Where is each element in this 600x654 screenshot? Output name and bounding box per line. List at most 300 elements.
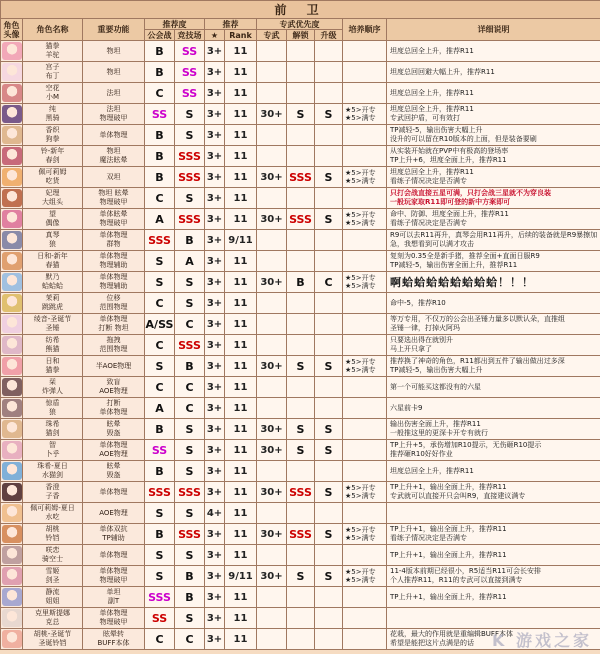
character-role: 眩晕转 BUFF本体 (83, 629, 145, 650)
ex-weapon-level (257, 188, 287, 209)
character-role: 物坦 魔法眩晕 (83, 146, 145, 167)
avatar-cell (1, 356, 23, 377)
character-role: 眩晕 毁盔 (83, 461, 145, 482)
rank-value: 11 (225, 293, 257, 314)
table-row (1, 146, 600, 167)
character-name: 栞 炸弹人 (23, 377, 83, 398)
upgrade-grade (315, 461, 343, 482)
table-row (1, 587, 600, 608)
avatar-cell (1, 314, 23, 335)
unlock-grade (287, 125, 315, 146)
arena-grade: SS (175, 83, 205, 104)
character-role: 单体物理 物理辅助 (83, 272, 145, 293)
avatar-cell (1, 461, 23, 482)
unlock-grade: S (287, 419, 315, 440)
character-name: 智 卜乎 (23, 440, 83, 461)
table-row (1, 398, 600, 419)
unlock-grade: SSS (287, 482, 315, 503)
avatar (2, 567, 22, 585)
detail-description: 从实装开始就在PVP中有极高的登场率 TP上升+6，坦度全面上升，推荐R11 (387, 146, 600, 167)
rank-value: 9/11 (225, 230, 257, 251)
avatar (2, 546, 22, 564)
star-level: 3+ (205, 62, 225, 83)
guild-grade: SSS (145, 587, 175, 608)
upgrade-grade: S (315, 524, 343, 545)
detail-description: TP上升+1，输出全面上升，推荐R11 看练子情况决定是否满专 (387, 524, 600, 545)
avatar (2, 189, 22, 207)
detail-description: TP上升+5，承伤增加R10提示，无伤砸R10提示 推荐砸R10好好作业 (387, 440, 600, 461)
ex-weapon-level (257, 83, 287, 104)
develop-order (343, 587, 387, 608)
character-role: 物坦 (83, 62, 145, 83)
star-level: 3+ (205, 608, 225, 629)
detail-description: TP减轻-5，输出伤害大幅上升 没升的可以留在R10版本的上面，但是装备要刷 (387, 125, 600, 146)
guild-grade: SSS (145, 230, 175, 251)
character-name: 佩可莉姆-夏日 水吃 (23, 503, 83, 524)
star-level: 3+ (205, 398, 225, 419)
unlock-grade: SSS (287, 167, 315, 188)
character-role: 单体双抗 TP辅助 (83, 524, 145, 545)
arena-grade: S (175, 188, 205, 209)
table-row (1, 461, 600, 482)
avatar (2, 525, 22, 543)
upgrade-grade: S (315, 104, 343, 125)
guild-grade: SS (145, 608, 175, 629)
avatar-cell (1, 251, 23, 272)
character-name: 纺希 熊猫 (23, 335, 83, 356)
table-row (1, 188, 600, 209)
star-level: 3+ (205, 167, 225, 188)
header-unlock: 解锁 (287, 30, 315, 41)
develop-order (343, 629, 387, 650)
character-role: 双坦 (83, 167, 145, 188)
unlock-grade: S (287, 356, 315, 377)
avatar-cell (1, 230, 23, 251)
rank-value: 11 (225, 419, 257, 440)
develop-order: ★5>开专 ★5>满专 (343, 524, 387, 545)
upgrade-grade (315, 587, 343, 608)
detail-description (387, 503, 600, 524)
guild-grade: B (145, 62, 175, 83)
header-avatar: 角色头像 (1, 19, 23, 41)
character-name: 纯 黑骑 (23, 104, 83, 125)
avatar (2, 420, 22, 438)
avatar-cell (1, 440, 23, 461)
detail-description: TP上升+1，输出全面上升，推荐R11 (387, 587, 600, 608)
guild-grade: S (145, 356, 175, 377)
table-row (1, 545, 600, 566)
unlock-grade: S (287, 440, 315, 461)
upgrade-grade (315, 62, 343, 83)
ex-weapon-level (257, 62, 287, 83)
star-level: 3+ (205, 629, 225, 650)
guild-grade: SS (145, 440, 175, 461)
header-ex: 专武 (257, 30, 287, 41)
header-role: 重要功能 (83, 19, 145, 41)
header-rank: Rank (225, 30, 257, 41)
rank-value: 11 (225, 398, 257, 419)
table-row (1, 251, 600, 272)
character-role: 物坦 (83, 41, 145, 62)
unlock-grade (287, 377, 315, 398)
star-level: 3+ (205, 377, 225, 398)
star-level: 3+ (205, 314, 225, 335)
rank-value: 11 (225, 125, 257, 146)
rank-value: 11 (225, 314, 257, 335)
rank-value: 11 (225, 440, 257, 461)
character-role: 半AOE物理 (83, 356, 145, 377)
avatar (2, 357, 22, 375)
table-row (1, 167, 600, 188)
upgrade-grade (315, 503, 343, 524)
character-name: 珠希 猫剑 (23, 419, 83, 440)
avatar-cell (1, 104, 23, 125)
avatar-cell (1, 545, 23, 566)
table-row (1, 608, 600, 629)
character-name: 惊盾 狼 (23, 398, 83, 419)
arena-grade: C (175, 314, 205, 335)
unlock-grade (287, 314, 315, 335)
rank-value: 11 (225, 272, 257, 293)
avatar (2, 378, 22, 396)
arena-grade: SS (175, 41, 205, 62)
arena-grade: S (175, 293, 205, 314)
ex-weapon-level: 30+ (257, 104, 287, 125)
guild-grade: B (145, 41, 175, 62)
table-row (1, 482, 600, 503)
rank-value: 11 (225, 524, 257, 545)
unlock-grade (287, 461, 315, 482)
rank-value: 11 (225, 104, 257, 125)
guild-grade: A (145, 398, 175, 419)
develop-order (343, 251, 387, 272)
arena-grade: C (175, 629, 205, 650)
header-arena: 竞技场 (175, 30, 205, 41)
develop-order (343, 314, 387, 335)
develop-order: ★5>开专 ★5>满专 (343, 104, 387, 125)
avatar-cell (1, 629, 23, 650)
avatar (2, 504, 22, 522)
character-name: 胡桃-圣诞节 圣诞铃铛 (23, 629, 83, 650)
character-name: 绫音-圣诞节 圣锤 (23, 314, 83, 335)
rank-value: 11 (225, 146, 257, 167)
upgrade-grade (315, 314, 343, 335)
unlock-grade (287, 503, 315, 524)
arena-grade: SSS (175, 335, 205, 356)
ex-weapon-level: 30+ (257, 566, 287, 587)
table-row (1, 524, 600, 545)
avatar-cell (1, 335, 23, 356)
upgrade-grade (315, 125, 343, 146)
upgrade-grade: S (315, 209, 343, 230)
watermark: K 游戏之家 (492, 631, 592, 650)
unlock-grade (287, 83, 315, 104)
character-name: 空花 小M (23, 83, 83, 104)
table-row (1, 356, 600, 377)
upgrade-grade (315, 398, 343, 419)
rank-value: 11 (225, 587, 257, 608)
character-name: 猫拳 羊驼 (23, 41, 83, 62)
avatar-cell (1, 83, 23, 104)
avatar-cell (1, 608, 23, 629)
character-name: 静流 姐姐 (23, 587, 83, 608)
avatar (2, 294, 22, 312)
character-name: 真琴 狼 (23, 230, 83, 251)
avatar-cell (1, 524, 23, 545)
guild-grade: S (145, 503, 175, 524)
develop-order: ★5>开专 ★5>满专 (343, 356, 387, 377)
guild-grade: S (145, 566, 175, 587)
table-row (1, 83, 600, 104)
arena-grade: S (175, 461, 205, 482)
character-role: 单体物理 群物 (83, 230, 145, 251)
unlock-grade (287, 335, 315, 356)
upgrade-grade (315, 608, 343, 629)
upgrade-grade (315, 335, 343, 356)
character-name: 咲恋 骑空士 (23, 545, 83, 566)
table-row (1, 62, 600, 83)
avatar-cell (1, 503, 23, 524)
avatar-cell (1, 293, 23, 314)
ex-weapon-level (257, 629, 287, 650)
character-role: 致盲 AOE物理 (83, 377, 145, 398)
table-row (1, 125, 600, 146)
ex-weapon-level: 30+ (257, 419, 287, 440)
detail-description: R9可以去R11再升，真琴会用R11再升，后续的装备就是R9暴擦加 急，我想看到可以满才攻击 (387, 230, 600, 251)
star-level: 3+ (205, 209, 225, 230)
avatar (2, 609, 22, 627)
arena-grade: SSS (175, 146, 205, 167)
star-level: 3+ (205, 104, 225, 125)
star-level: 3+ (205, 293, 225, 314)
guild-grade: S (145, 545, 175, 566)
avatar (2, 84, 22, 102)
rank-value: 11 (225, 41, 257, 62)
star-level: 3+ (205, 83, 225, 104)
table-row (1, 209, 600, 230)
guild-grade: A/SS (145, 314, 175, 335)
star-level: 3+ (205, 545, 225, 566)
star-level: 4+ (205, 503, 225, 524)
table-row (1, 377, 600, 398)
ex-weapon-level: 30+ (257, 440, 287, 461)
avatar (2, 231, 22, 249)
table-row (1, 335, 600, 356)
detail-description: 第一个可能买这都没有的六星 (387, 377, 600, 398)
unlock-grade (287, 398, 315, 419)
upgrade-grade (315, 146, 343, 167)
develop-order (343, 335, 387, 356)
avatar (2, 336, 22, 354)
develop-order (343, 503, 387, 524)
star-level: 3+ (205, 419, 225, 440)
character-role: 单体物理 打断 物坦 (83, 314, 145, 335)
avatar-cell (1, 146, 23, 167)
character-name: 铃-新年 春剑 (23, 146, 83, 167)
ex-weapon-level (257, 230, 287, 251)
detail-description: 坦度总回全上升，推荐R11 看练子情况决定是否满专 (387, 167, 600, 188)
detail-description: 输出伤害全面上升，推荐R11 一般推这里的更深卡开专有就行 (387, 419, 600, 440)
header-upgrade: 升级 (315, 30, 343, 41)
guild-grade: B (145, 167, 175, 188)
upgrade-grade (315, 83, 343, 104)
character-role: 单体物理 物理破甲 (83, 566, 145, 587)
rank-value: 11 (225, 188, 257, 209)
detail-description: 坦度总回回避大幅上升，推荐R11 (387, 62, 600, 83)
guild-grade: A (145, 209, 175, 230)
rank-value: 9/11 (225, 566, 257, 587)
table-row (1, 503, 600, 524)
ex-weapon-level: 30+ (257, 167, 287, 188)
table-row (1, 314, 600, 335)
unlock-grade (287, 629, 315, 650)
arena-grade: B (175, 587, 205, 608)
rank-value: 11 (225, 482, 257, 503)
header-detail: 详细说明 (387, 19, 600, 41)
rank-value: 11 (225, 461, 257, 482)
arena-grade: C (175, 398, 205, 419)
table-row (1, 230, 600, 251)
avatar (2, 42, 22, 60)
arena-grade: SSS (175, 209, 205, 230)
arena-grade: S (175, 419, 205, 440)
unlock-grade: B (287, 272, 315, 293)
detail-description: 坦度总回全上升，推荐R11 专武回护盾，可有效打 (387, 104, 600, 125)
develop-order (343, 293, 387, 314)
unlock-grade (287, 251, 315, 272)
avatar (2, 588, 22, 606)
avatar-cell (1, 377, 23, 398)
character-role: 单体物理 AOE物理 (83, 440, 145, 461)
star-level: 3+ (205, 461, 225, 482)
avatar-cell (1, 188, 23, 209)
guild-grade: C (145, 335, 175, 356)
arena-grade: SSS (175, 167, 205, 188)
table-row (1, 566, 600, 587)
guild-grade: C (145, 188, 175, 209)
avatar-cell (1, 125, 23, 146)
detail-description: 坦度总回全上升，推荐R11 (387, 41, 600, 62)
detail-description: 啊蛤蛤蛤蛤蛤蛤蛤蛤！！！ (387, 272, 600, 293)
develop-order: ★5>开专 ★5>满专 (343, 566, 387, 587)
avatar (2, 168, 22, 186)
star-level: 3+ (205, 230, 225, 251)
character-role: 单体眩晕 物理破甲 (83, 209, 145, 230)
upgrade-grade (315, 293, 343, 314)
guild-grade: S (145, 272, 175, 293)
character-name: 望 偶像 (23, 209, 83, 230)
detail-description: 复刻为0.35全是新手猪，推荐全面+直面日服R9 TP减轻-5，输出伤害全面上升，推荐R11 (387, 251, 600, 272)
rank-value: 11 (225, 608, 257, 629)
character-name: 香澄 子香 (23, 482, 83, 503)
ex-weapon-level (257, 146, 287, 167)
detail-description: 只打会战直接五星可满，只打会战三星就不为穿良装 一般玩家取R11即可登的新中方案即可 (387, 188, 600, 209)
upgrade-grade: S (315, 440, 343, 461)
develop-order (343, 41, 387, 62)
upgrade-grade: S (315, 419, 343, 440)
header-exclusive: 专武优先度 (257, 19, 343, 30)
upgrade-grade (315, 629, 343, 650)
detail-description: 花栽，最大的作用就是重编辑BUFF本体 希望是能把这片点满是的话 (387, 629, 600, 650)
guild-grade: B (145, 125, 175, 146)
character-role: 单体物理 物理破甲 (83, 608, 145, 629)
avatar-cell (1, 41, 23, 62)
guild-grade: B (145, 524, 175, 545)
ex-weapon-level (257, 587, 287, 608)
develop-order (343, 461, 387, 482)
avatar (2, 315, 22, 333)
develop-order (343, 377, 387, 398)
rank-value: 11 (225, 545, 257, 566)
ex-weapon-level: 30+ (257, 209, 287, 230)
star-level: 3+ (205, 188, 225, 209)
upgrade-grade (315, 41, 343, 62)
star-level: 3+ (205, 335, 225, 356)
arena-grade: S (175, 104, 205, 125)
table-row (1, 104, 600, 125)
ex-weapon-level (257, 125, 287, 146)
star-level: 3+ (205, 482, 225, 503)
header-star: ★ (205, 30, 225, 41)
develop-order (343, 83, 387, 104)
detail-description: 推荐换了神奇的角色，R11都出到五件了输出做出过多深 TP减轻-5，输出伤害大幅上升 (387, 356, 600, 377)
table-row (1, 41, 600, 62)
upgrade-grade: S (315, 167, 343, 188)
avatar (2, 273, 22, 291)
star-level: 3+ (205, 440, 225, 461)
ex-weapon-level (257, 335, 287, 356)
character-name: 香织 狗拳 (23, 125, 83, 146)
unlock-grade (287, 41, 315, 62)
arena-grade: SSS (175, 482, 205, 503)
character-name: 雪姬 剑圣 (23, 566, 83, 587)
header-recommend: 推荐度 (145, 19, 205, 30)
arena-grade: S (175, 272, 205, 293)
avatar-cell (1, 62, 23, 83)
rank-value: 11 (225, 167, 257, 188)
ex-weapon-level (257, 377, 287, 398)
rank-value: 11 (225, 83, 257, 104)
character-name: 珠希-夏日 水猫剑 (23, 461, 83, 482)
upgrade-grade: C (315, 272, 343, 293)
detail-description: TP上升+1，输出全面上升，推荐R11 (387, 545, 600, 566)
avatar-cell (1, 566, 23, 587)
character-name: 默乃 蛤蛤蛤 (23, 272, 83, 293)
guild-grade: SSS (145, 482, 175, 503)
ex-weapon-level (257, 503, 287, 524)
guild-grade: B (145, 461, 175, 482)
unlock-grade (287, 188, 315, 209)
header-name: 角色名称 (23, 19, 83, 41)
develop-order (343, 545, 387, 566)
avatar (2, 252, 22, 270)
detail-description: 命中-5，推荐R10 (387, 293, 600, 314)
develop-order: ★5>开专 ★5>满专 (343, 209, 387, 230)
detail-description (387, 608, 600, 629)
unlock-grade (287, 293, 315, 314)
character-role: 单坦 副T (83, 587, 145, 608)
table-row (1, 419, 600, 440)
rank-value: 11 (225, 377, 257, 398)
character-name: 日和 猫拳 (23, 356, 83, 377)
detail-description: 坦度总回全上升，推荐R11 (387, 461, 600, 482)
develop-order: ★5>开专 ★5>满专 (343, 167, 387, 188)
develop-order (343, 440, 387, 461)
arena-grade: B (175, 356, 205, 377)
character-role: 单体物理 (83, 545, 145, 566)
detail-description: 等万专用，不仅万的公会出圣锤力量多以默认朵，直推组 圣锤一律，打掉火阿玛 (387, 314, 600, 335)
star-level: 3+ (205, 125, 225, 146)
